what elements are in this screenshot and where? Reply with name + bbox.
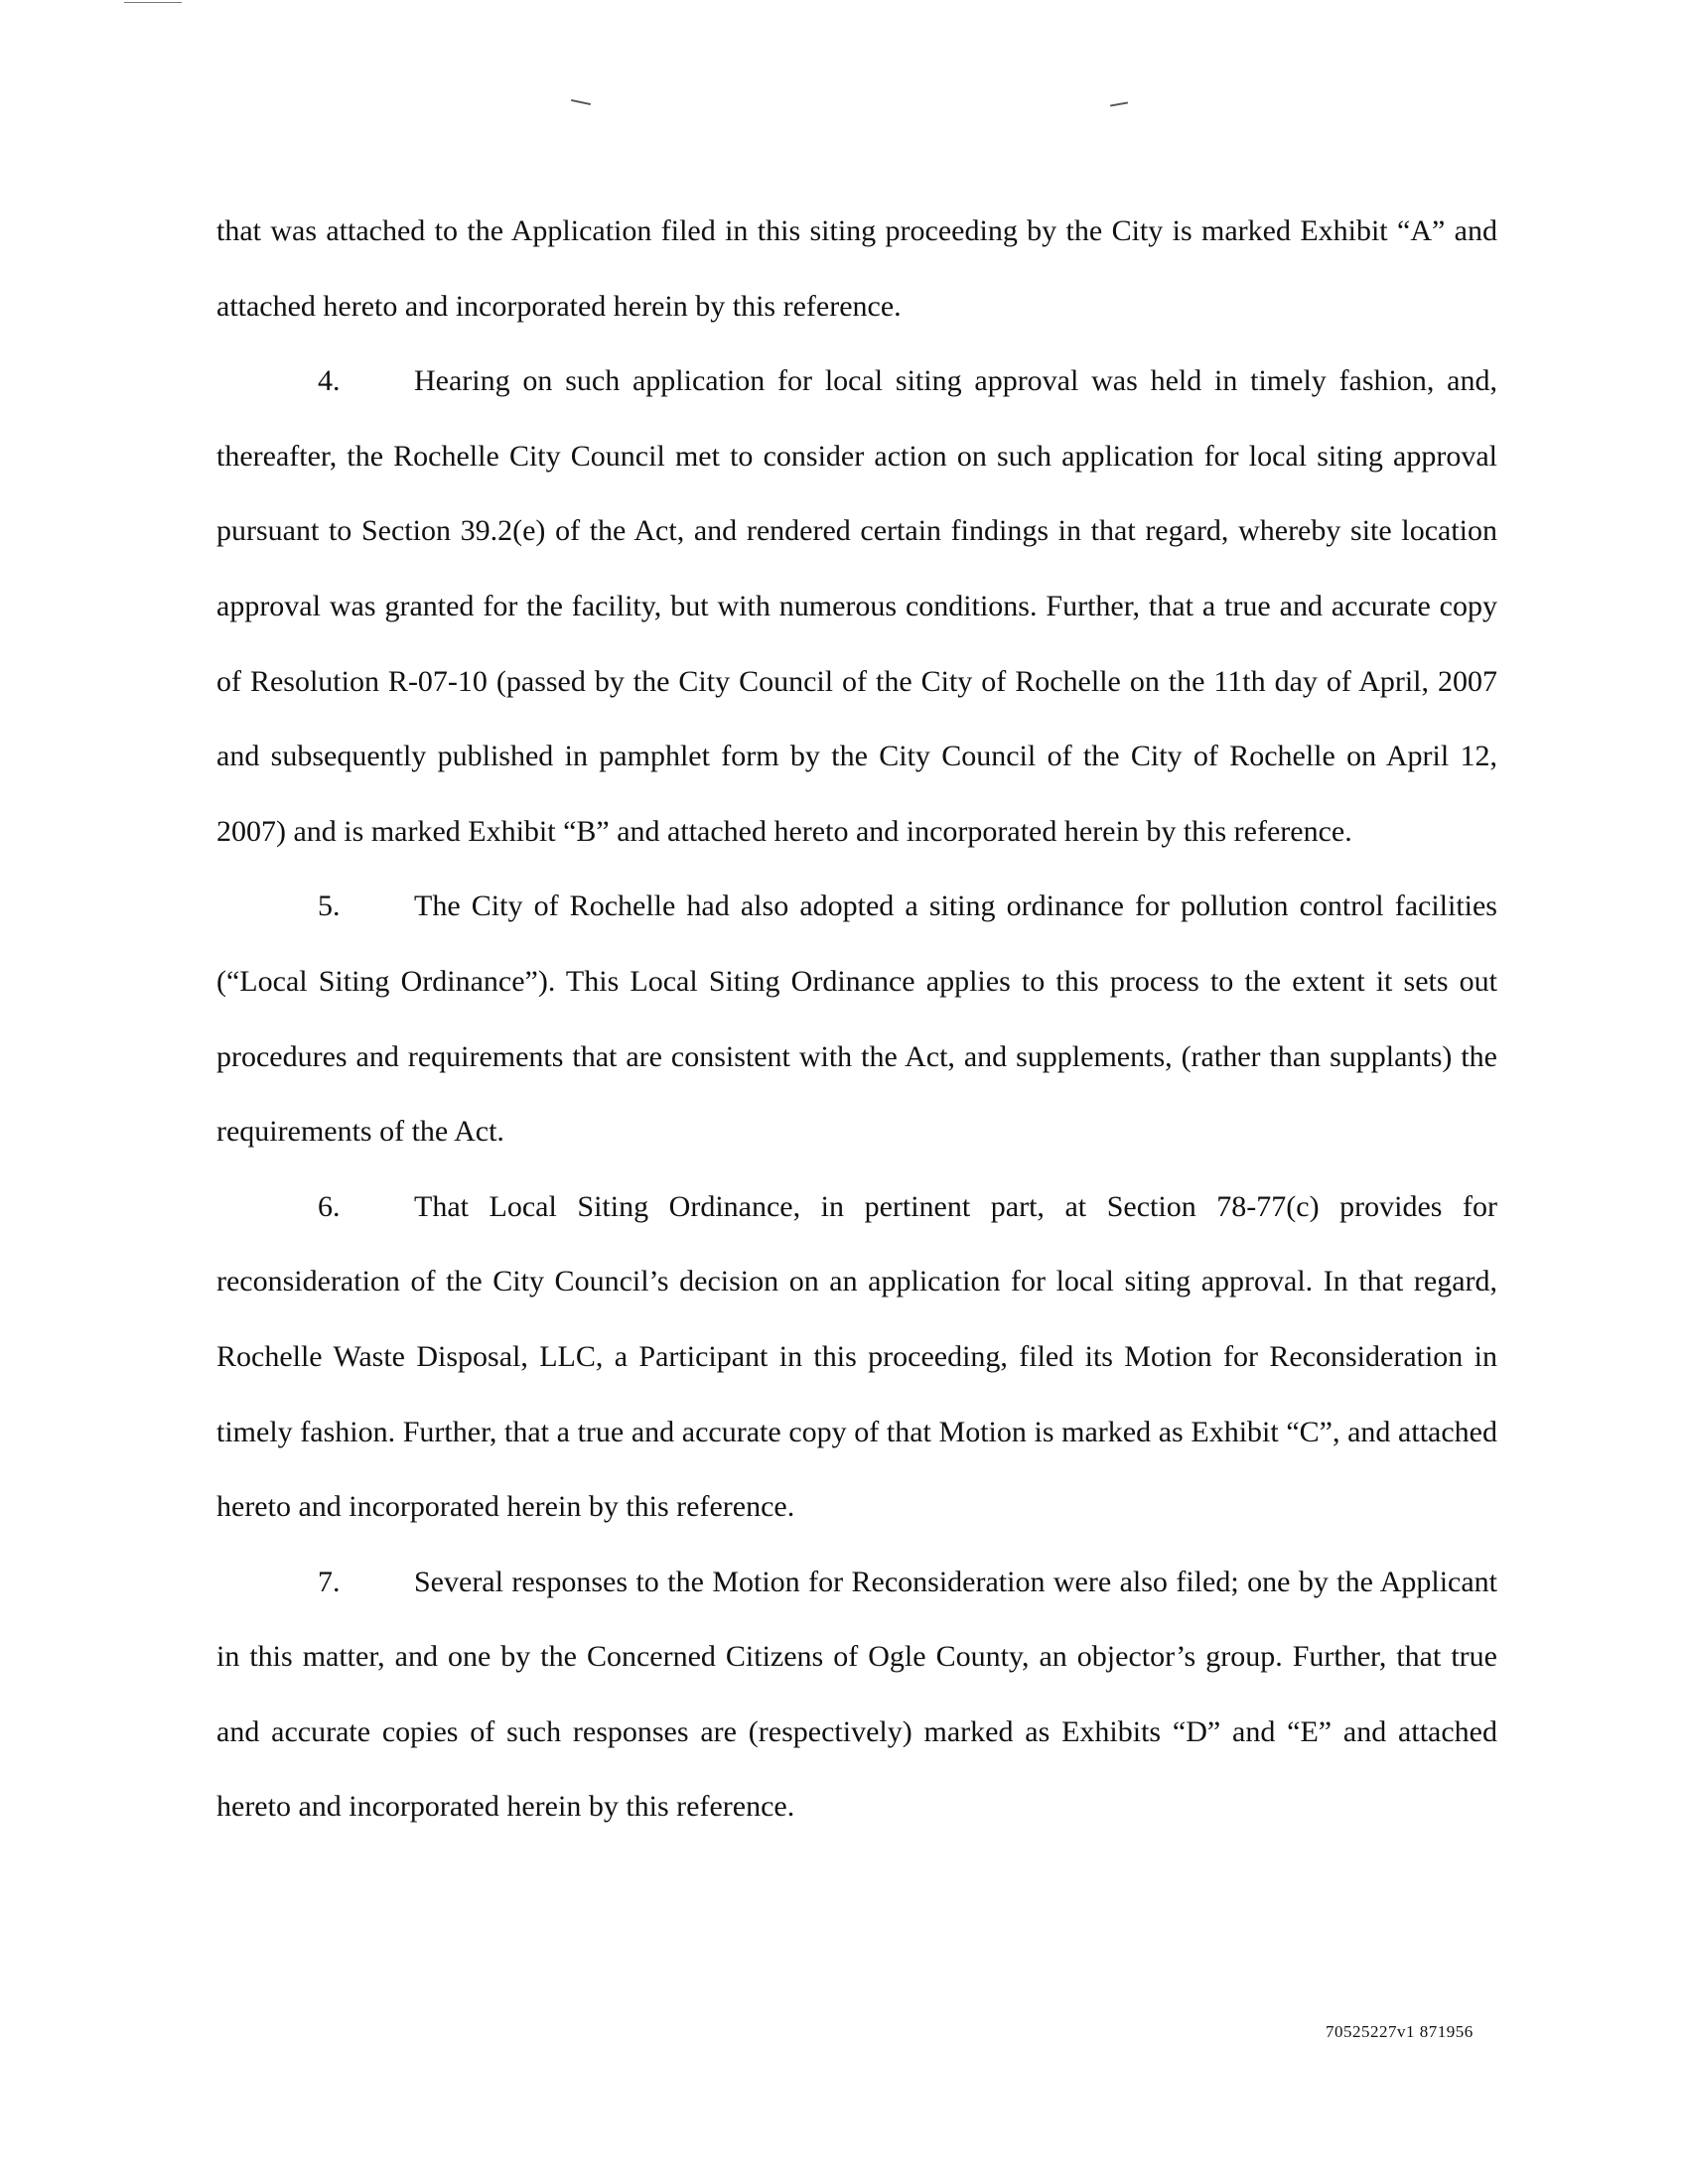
document-body: [216, 194, 1497, 1844]
paragraph-4: [216, 343, 1497, 869]
scan-artifact: [571, 99, 591, 105]
paragraph-text: that was attached to the Application filed in this siting proceeding by the City is marked Exhibit “A” and attached hereto and incorporated herein by this reference.: [216, 214, 1497, 323]
document-id-footer: 70525227v1 871956: [1326, 2022, 1474, 2041]
paragraph-text: Several responses to the Motion for Reconsideration were also filed; one by the Applicant in this matter, and one by the Concerned Citizens of Ogle County, an objector’s group. Further, that true and accurate copies of such responses are (respectively) marked as Exhibits “D” and “E” and attached hereto and incorporated herein by this reference.: [216, 1565, 1497, 1824]
paragraph-text: That Local Siting Ordinance, in pertinent part, at Section 78-77(c) provides for reconsideration of the City Council’s decision on an application for local siting approval. In that regard, Rochelle Waste Disposal, LLC, a Participant in this proceeding, filed its Motion for Reconsideration in timely fashion. Further, that a true and accurate copy of that Motion is marked as Exhibit “C”, and attached hereto and incorporated herein by this reference.: [216, 1189, 1497, 1524]
paragraph-text: The City of Rochelle had also adopted a siting ordinance for pollution control facilities (“Local Siting Ordinance”). This Local Siting Ordinance applies to this process to the extent it sets out procedures and requirements that are consistent with the Act, and supplements, (rather than supplants) the requirements of the Act.: [216, 889, 1497, 1149]
paragraph-text: Hearing on such application for local siting approval was held in timely fashion, and, thereafter, the Rochelle City Council met to consider action on such application for local siting approval pursuant to Section 39.2(e) of the Act, and rendered certain findings in that regard, whereby site location approval was granted for the facility, but with numerous conditions. Further, that a true and accurate copy of Resolution R-07-10 (passed by the City Council of the City of Rochelle on the 11th day of April, 2007 and subsequently published in pamphlet form by the City Council of the City of Rochelle on April 12, 2007) and is marked Exhibit “B” and attached hereto and incorporated herein by this reference.: [216, 364, 1497, 848]
paragraph-number: 6.: [318, 1189, 341, 1223]
paragraph-7: [216, 1545, 1497, 1844]
paragraph-number: 4.: [318, 364, 341, 398]
paragraph-number: 7.: [318, 1565, 341, 1598]
paragraph-number: 5.: [318, 889, 341, 923]
scan-artifact: [124, 2, 182, 3]
scan-artifact: [1110, 101, 1128, 106]
paragraph-6: [216, 1169, 1497, 1545]
paragraph-5: [216, 869, 1497, 1168]
paragraph-continuation: [216, 194, 1497, 343]
